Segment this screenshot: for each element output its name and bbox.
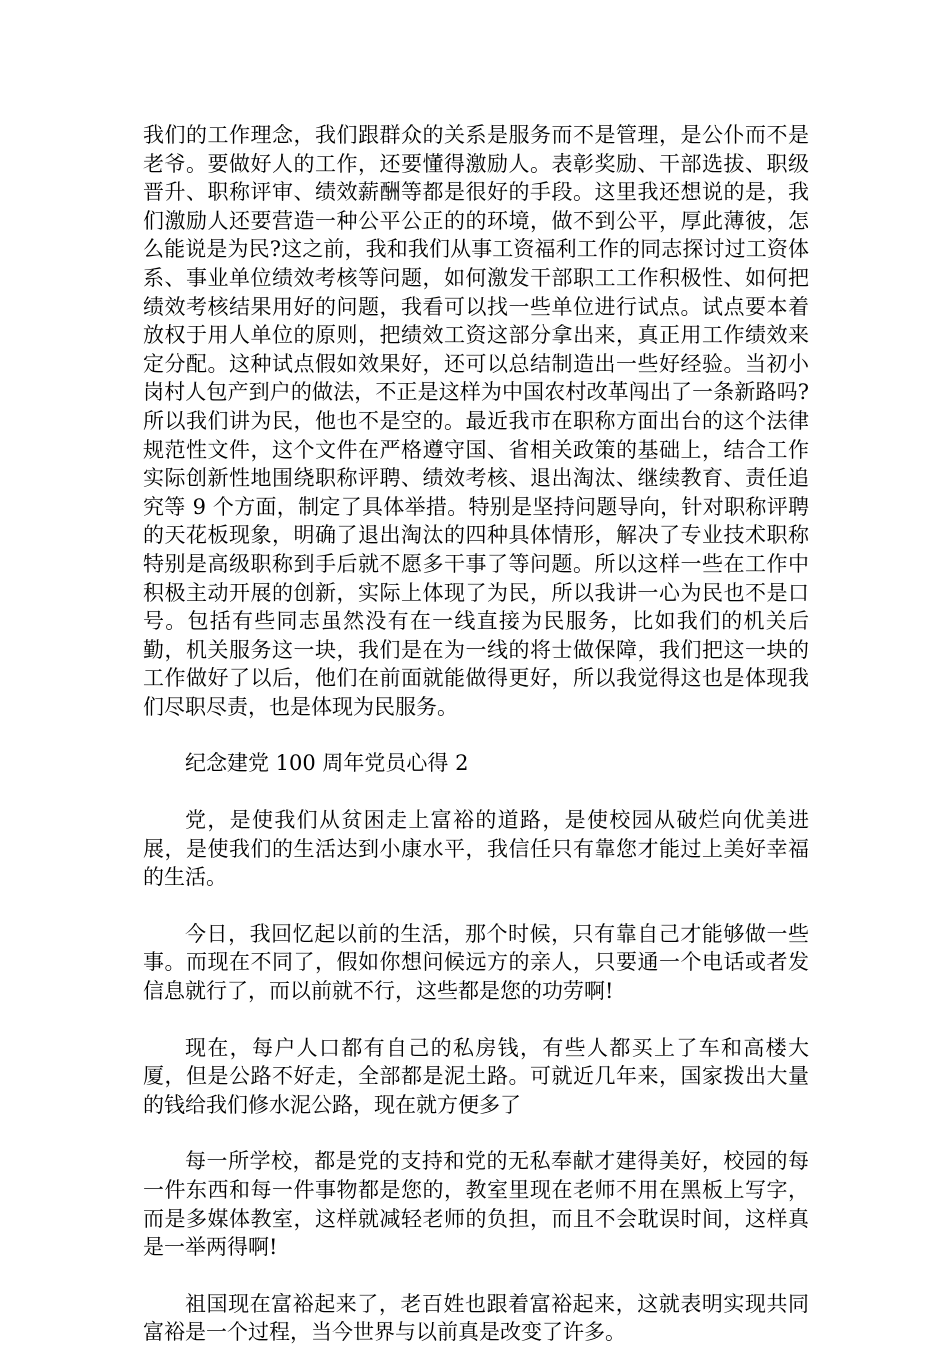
section-heading: 纪念建党 100 周年党员心得 2 <box>185 751 469 776</box>
body-paragraph-5: 每一所学校，都是党的支持和党的无私奉献才建得美好，校园的每一件东西和每一件事物都是您的，教室里现在老师不用在黑板上写字，而是多媒体教室，这样就减轻老师的负担，而且不会耽误时间，这样真是一举两得啊! <box>143 1149 809 1260</box>
body-paragraph-1: 我们的工作理念，我们跟群众的关系是服务而不是管理，是公仆而不是老爷。要做好人的工作，还要懂得激励人。表彰奖励、干部选拔、职级晋升、职称评审、绩效薪酬等都是很好的手段。这里我还想说的是，我们激励人还要营造一种公平公正的的环境，做不到公平，厚此薄彼，怎么能说是为民?这之前，我和我们从事工资福利工作的同志探讨过工资体系、事业单位绩效考核等问题，如何激发干部职工工作积极性、如何把绩效考核结果用好的问题，我看可以找一些单位进行试点。试点要本着放权于用人单位的原则，把绩效工资这部分拿出来，真正用工作绩效来定分配。这种试点假如效果好，还可以总结制造出一些好经验。当初小岗村人包产到户的做法，不正是这样为中国农村改革闯出了一条新路吗?所以我们讲为民，他也不是空的。最近我市在职称方面出台的这个法律规范性文件，这个文件在严格遵守国、省相关政策的基础上，结合工作实际创新性地围绕职称评聘、绩效考核、退出淘汰、继续教育、责任追究等 9 个方面，制定了具体举措。特别是坚持问题导向，针对职称评聘的天花板现象，明确了退出淘汰的四种具体情形，解决了专业技术职称特别是高级职称到手后就不愿多干事了等问题。所以这样一些在工作中积极主动开展的创新，实际上体现了为民，所以我讲一心为民也不是口号。包括有些同志虽然没有在一线直接为民服务，比如我们的机关后勤，机关服务这一块，我们是在为一线的将士做保障，我们把这一块的工作做好了以后，他们在前面就能做得更好，所以我觉得这也是体现我们尽职尽责，也是体现为民服务。 <box>143 123 809 719</box>
body-paragraph-6: 祖国现在富裕起来了，老百姓也跟着富裕起来，这就表明实现共同富裕是一个过程，当今世界与以前真是改变了许多。 <box>143 1291 809 1345</box>
body-paragraph-4: 现在，每户人口都有自己的私房钱，有些人都买上了车和高楼大厦，但是公路不好走，全部都是泥土路。可就近几年来，国家拨出大量的钱给我们修水泥公路，现在就方便多了 <box>143 1035 809 1117</box>
document-body <box>143 121 809 1347</box>
body-paragraph-2: 党，是使我们从贫困走上富裕的道路，是使校园从破烂向优美进展，是使我们的生活达到小康水平，我信任只有靠您才能过上美好幸福的生活。 <box>143 808 809 890</box>
body-paragraph-3: 今日，我回忆起以前的生活，那个时候，只有靠自己才能够做一些事。而现在不同了，假如你想问候远方的亲人，只要通一个电话或者发信息就行了，而以前就不行，这些都是您的功劳啊! <box>143 921 809 1004</box>
